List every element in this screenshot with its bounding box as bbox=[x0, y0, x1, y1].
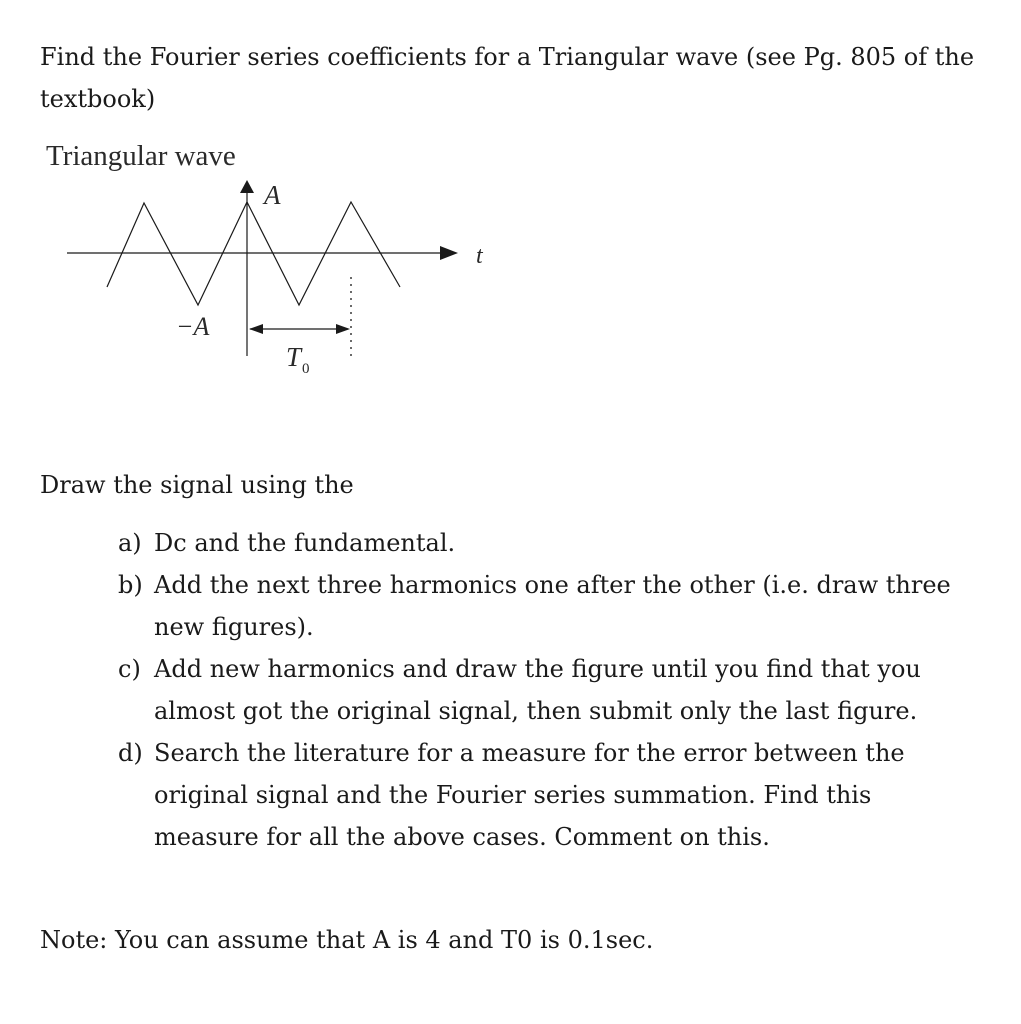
triangular-wave-figure bbox=[40, 136, 520, 396]
negative-amplitude-label: −A bbox=[176, 312, 210, 341]
triangular-wave-diagram bbox=[40, 136, 520, 396]
draw-instruction: Draw the signal using the bbox=[40, 471, 354, 499]
amplitude-label: A bbox=[264, 180, 281, 210]
task-text: Add new harmonics and draw the figure until you find that you almost got the original signal, then submit only the last figure. bbox=[154, 655, 921, 725]
figure-title: Triangular wave bbox=[46, 140, 236, 172]
period-label: $T_0$ bbox=[286, 342, 310, 377]
period-arrow-right-icon bbox=[336, 324, 350, 334]
time-axis-arrow-icon bbox=[440, 246, 458, 260]
task-item-c bbox=[118, 648, 978, 732]
task-label: b) bbox=[118, 571, 143, 599]
task-text: Add the next three harmonics one after the other (i.e. draw three new figures). bbox=[154, 571, 951, 641]
task-item-a bbox=[118, 522, 978, 564]
task-item-d bbox=[118, 732, 978, 858]
task-label: c) bbox=[118, 655, 141, 683]
time-axis-label: t bbox=[476, 243, 483, 269]
task-text: Dc and the fundamental. bbox=[154, 529, 456, 557]
task-item-b bbox=[118, 564, 978, 648]
task-label: d) bbox=[118, 739, 143, 767]
period-arrow-left-icon bbox=[249, 324, 263, 334]
amplitude-axis-arrow-icon bbox=[240, 180, 254, 193]
task-text: Search the literature for a measure for the error between the original signal and the Fourier series summation. Find this measure for all the above cases. Comment on this. bbox=[154, 739, 905, 851]
assumption-note: Note: You can assume that A is 4 and T0 is 0.1sec. bbox=[40, 926, 654, 954]
task-label: a) bbox=[118, 529, 142, 557]
problem-intro: Find the Fourier series coefficients for a Triangular wave (see Pg. 805 of the textbook) bbox=[40, 43, 975, 113]
task-list bbox=[118, 522, 978, 858]
